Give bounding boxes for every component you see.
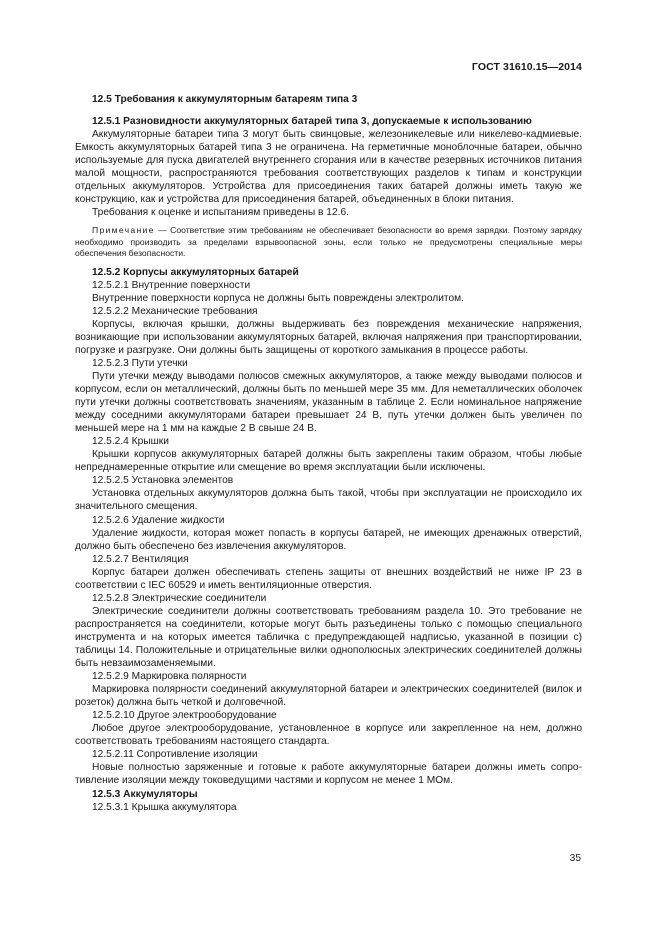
page-number: 35 bbox=[569, 853, 581, 864]
item-text: Электрические соединители должны соответствовать требованиям раздела 10. Это требование не распространяется на соединители, которые могут быть разъединены только с помощью специального инструмента и на которых имеется табличка с предупреждающей надписью, указанной в позиции с) таблицы 14. Положительные и отрицательные вилки однополюсных электрических соединителей должны быть невзаимозаменяемыми. bbox=[75, 605, 582, 670]
item-title: 12.5.2.6 Удаление жидкости bbox=[92, 514, 225, 526]
section-heading: 12.5 Требования к аккумуляторным батареям типа 3 bbox=[92, 94, 358, 105]
item-text: Пути утечки между выводами полюсов смежных аккумуляторов, а также между выводами полюсов и корпусом, если он металлический, должны быть по меньшей мере 35 мм. Для неметаллических оболочек пути утечки должны соответствовать значениям, указанным в таблице 2. Если номинальное напряжение между соседними аккумуляторами батареи превышает 24 В, путь утечки должен быть увеличен по меньшей мере на 1 мм на каждые 2 В свыше 24 В. bbox=[75, 371, 582, 435]
standard-header: ГОСТ 31610.15—2014 bbox=[471, 61, 582, 73]
item-text: Любое другое электрооборудование, установленное в корпусе или закрепленное на нем, должно соответствовать требованиям настоящего стандарта. bbox=[75, 723, 582, 748]
paragraph: Аккумуляторные батареи типа 3 могут быть свинцовые, железоникелевые или никелево-кадмиевые. Емкость аккумуляторных батарей типа 3 не ограничена. На герметичные моноблочные батареи, обычно используемые для пуска двигателей внутреннего сгорания или в качестве резервных источников питания малой мощности, распространяются требования соответствующих разделов к типам и конструкции отдельных аккумуляторов. Устройства для присоединения таких батарей должны иметь такую же конструкцию, как и устройства для присоединения батарей, объединенных в блоки питания. bbox=[75, 129, 582, 206]
note bbox=[75, 225, 582, 259]
item-text: Установка отдельных аккумуляторов должна быть такой, чтобы при эксплуатации не происходило их значительного смещения. bbox=[75, 488, 582, 513]
item-title: 12.5.2.5 Установка элементов bbox=[92, 475, 234, 487]
document-body bbox=[75, 93, 582, 814]
paragraph: Требования к оценке и испытаниям приведены в 12.6. bbox=[92, 207, 349, 219]
note-text: — Соответствие этим требованиям не обеспечивает безопасности во время зарядки. Поэтому зарядку необходимо производить за пределами взрывоопасной зоны, если только не предусмотрены специальные меры обеспечения безопасности. bbox=[75, 225, 582, 259]
item-title: 12.5.2.7 Вентиляция bbox=[92, 553, 189, 565]
item-text: Маркировка полярности соединений аккумуляторной батареи и электрических соединителей (вилок и розеток) должна быть четкой и долговечной. bbox=[75, 684, 582, 709]
subsection-heading-12-5-3: 12.5.3 Аккумуляторы bbox=[92, 788, 198, 800]
item-text: Внутренние поверхности корпуса не должны быть повреждены электролитом. bbox=[92, 292, 464, 304]
item-text: Корпус батареи должен обеспечивать степень защиты от внешних воздействий не ниже IP 23 в соответствии с IEC 60529 и иметь вентиляционные отверстия. bbox=[75, 566, 582, 591]
item-text: Удаление жидкости, которая может попасть в корпусы батарей, не имеющих дренажных отверстий, должно быть обеспечено без извлечения аккумуляторов. bbox=[75, 527, 582, 552]
item-title: 12.5.2.8 Электрические соединители bbox=[92, 592, 267, 604]
item-title: 12.5.2.10 Другое электрооборудование bbox=[92, 710, 277, 722]
item-title: 12.5.2.11 Сопротивление изоляции bbox=[92, 749, 258, 761]
item-title: 12.5.3.1 Крышка аккумулятора bbox=[92, 801, 237, 813]
subsection-heading-12-5-1: 12.5.1 Разновидности аккумуляторных батарей типа 3, допускаемые к использованию bbox=[92, 116, 532, 128]
item-title: 12.5.2.1 Внутренние поверхности bbox=[92, 279, 251, 291]
item-title: 12.5.2.3 Пути утечки bbox=[92, 357, 188, 369]
note-label: Примечание bbox=[92, 225, 155, 236]
item-text: Новые полностью заряженные и готовые к работе аккумуляторные батареи должны иметь сопротивление изоляции между токоведущими частями и корпусом не менее 1 МОм. bbox=[75, 762, 582, 787]
item-text: Крышки корпусов аккумуляторных батарей должны быть закреплены таким образом, чтобы любые непреднамеренные открытие или смещение во время эксплуатации были исключены. bbox=[75, 449, 582, 474]
item-title: 12.5.2.2 Механические требования bbox=[92, 305, 258, 317]
subsection-heading-12-5-2: 12.5.2 Корпусы аккумуляторных батарей bbox=[92, 266, 299, 278]
item-title: 12.5.2.9 Маркировка полярности bbox=[92, 671, 247, 683]
item-title: 12.5.2.4 Крышки bbox=[92, 436, 169, 448]
item-text: Корпусы, включая крышки, должны выдерживать без повреждения механические напряжения, возникающие при использовании аккумуляторных батарей, включая напряжения при транспортировании, погрузке и разгрузке. Они должны быть защищены от короткого замыкания в процессе работы. bbox=[75, 318, 582, 356]
